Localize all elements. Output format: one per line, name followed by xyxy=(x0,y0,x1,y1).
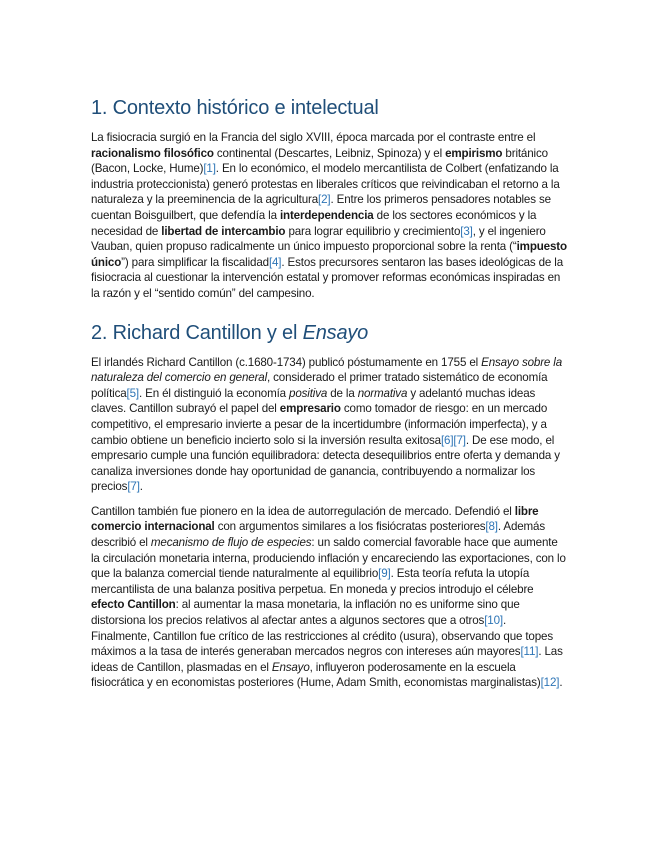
section-2-heading xyxy=(91,320,567,346)
text-run: , influyeron poderosamente en la escuela fisiocrática y en economistas posteriores (Hume, Adam Smith, economistas marginalistas) xyxy=(91,660,541,690)
text-run: para lograr equilibrio y crecimiento xyxy=(285,224,461,238)
text-run: , y el ingeniero Vauban, quien propuso radicalmente un único impuesto proporcional sobre la renta (“ xyxy=(91,224,546,254)
italic-book-title: Ensayo sobre la naturaleza del comercio en general xyxy=(91,355,562,385)
bold-term-libertad-intercambio: libertad de intercambio xyxy=(161,224,286,238)
text-run: ”) para simplificar la fiscalidad xyxy=(121,255,269,269)
citation-link-6[interactable]: [6] xyxy=(440,433,454,447)
text-run: La fisiocracia surgió en la Francia del siglo XVIII, época marcada por el contraste entre el xyxy=(91,131,536,144)
text-run: : al aumentar la masa monetaria, la inflación no es uniforme sino que distorsiona los precios relativos al afectar antes a algunos sectores que a otros xyxy=(91,598,520,628)
text-run: . Esta teoría refuta la utopía mercantilista de una balanza positiva perpetua. En moneda y precios introdujo el célebre xyxy=(91,567,534,596)
bold-term-interdependencia: interdependencia xyxy=(279,208,374,222)
text-run: . xyxy=(559,676,563,690)
text-run: . Entre los primeros pensadores notables se cuentan Boisguilbert, que defendía la xyxy=(91,193,551,222)
citation-link-2[interactable]: [2] xyxy=(318,193,331,207)
bold-term-empresario: empresario xyxy=(279,402,341,416)
heading-italic-ensayo: Ensayo xyxy=(302,321,369,344)
text-run: , considerado el primer tratado sistemático de economía política xyxy=(91,371,548,400)
text-run: . Las ideas de Cantillon, plasmadas en el xyxy=(91,645,563,674)
text-run: . De ese modo, el empresario cumple una función equilibradora: detecta desequilibrios entre oferta y demanda y canaliza inversiones donde hay oportunidad de ganancia, contribuyendo a normalizar los precios xyxy=(91,433,560,494)
citation-link-12[interactable]: [12] xyxy=(540,676,560,690)
heading-text: 2. Richard Cantillon y el xyxy=(91,321,303,344)
citation-link-7b[interactable]: [7] xyxy=(127,480,140,494)
text-run: de la xyxy=(327,386,358,400)
citation-link-1[interactable]: [1] xyxy=(203,162,216,176)
text-run: continental (Descartes, Leibniz, Spinoza) y el xyxy=(213,146,446,160)
text-run: . En lo económico, el modelo mercantilista de Colbert (enfatizando la industria proteccionista) generó protestas en liberales críticos que reivindicaban el retorno a la naturaleza y la preeminencia de la agricultura xyxy=(91,162,560,207)
text-run: Cantillon también fue pionero en la idea de autorregulación de mercado. Defendió el xyxy=(91,504,515,518)
text-run: de los sectores económicos y la necesidad de xyxy=(91,208,537,238)
citation-link-10[interactable]: [10] xyxy=(484,614,503,628)
section-2-paragraph-2 xyxy=(91,504,567,691)
text-run: . Finalmente, Cantillon fue crítico de las restricciones al crédito (usura), observando que topes máximos a la tasa de interés generaban mercados negros con intereses aún mayores xyxy=(91,614,553,659)
bold-term-efecto-cantillon: efecto Cantillon xyxy=(91,598,176,612)
citation-link-7[interactable]: [7] xyxy=(453,433,466,447)
citation-link-3[interactable]: [3] xyxy=(460,224,473,238)
citation-link-8[interactable]: [8] xyxy=(485,520,498,534)
text-run: . xyxy=(139,480,143,494)
text-run: . Además describió el xyxy=(91,520,545,550)
italic-term-normativa: normativa xyxy=(357,386,408,400)
text-run: : un saldo comercial favorable hace que aumente la circulación monetaria interna, produciendo inflación y encareciendo las exportaciones, con lo que la balanza comercial tiende naturalmente al equilibrio xyxy=(91,536,566,581)
italic-term-flujo-especies: mecanismo de flujo de especies xyxy=(150,536,312,550)
citation-link-5[interactable]: [5] xyxy=(126,386,139,400)
text-run: El irlandés Richard Cantillon (c.1680-1734) publicó póstumamente en 1755 el xyxy=(91,355,482,369)
bold-term-empirismo: empirismo xyxy=(445,146,503,160)
citation-link-11[interactable]: [11] xyxy=(520,645,539,659)
bold-term-racionalismo: racionalismo filosófico xyxy=(91,146,214,160)
text-run: británico (Bacon, Locke, Hume) xyxy=(91,146,548,176)
text-run: . Estos precursores sentaron las bases ideológicas de la fisiocracia al cuestionar la intervención estatal y promover reformas económicas inspiradas en la razón y el “sentido común” del campesino. xyxy=(91,255,563,300)
section-1-paragraph xyxy=(91,130,567,302)
text-run: con argumentos similares a los fisiócratas posteriores xyxy=(214,520,486,534)
bold-term-libre-comercio: libre comercio internacional xyxy=(91,504,539,534)
bold-term-impuesto-unico: impuesto único xyxy=(91,240,567,269)
section-1-heading: 1. Contexto histórico e intelectual xyxy=(91,97,379,119)
citation-link-9[interactable]: [9] xyxy=(378,567,391,581)
text-run: y adelantó muchas ideas claves. Cantillon subrayó el papel del xyxy=(91,386,536,416)
section-2-paragraph-1 xyxy=(91,355,567,495)
italic-term-ensayo: Ensayo xyxy=(271,660,310,674)
text-run: como tomador de riesgo: en un mercado competitivo, el empresario invierte a pesar de la incertidumbre (información imperfecta), y a cambio obtiene un beneficio incierto solo si la inversión resulta exitosa xyxy=(91,402,548,447)
citation-link-4[interactable]: [4] xyxy=(268,255,282,269)
text-run: . En él distinguió la economía xyxy=(139,386,290,400)
italic-term-positiva: positiva xyxy=(289,386,328,400)
